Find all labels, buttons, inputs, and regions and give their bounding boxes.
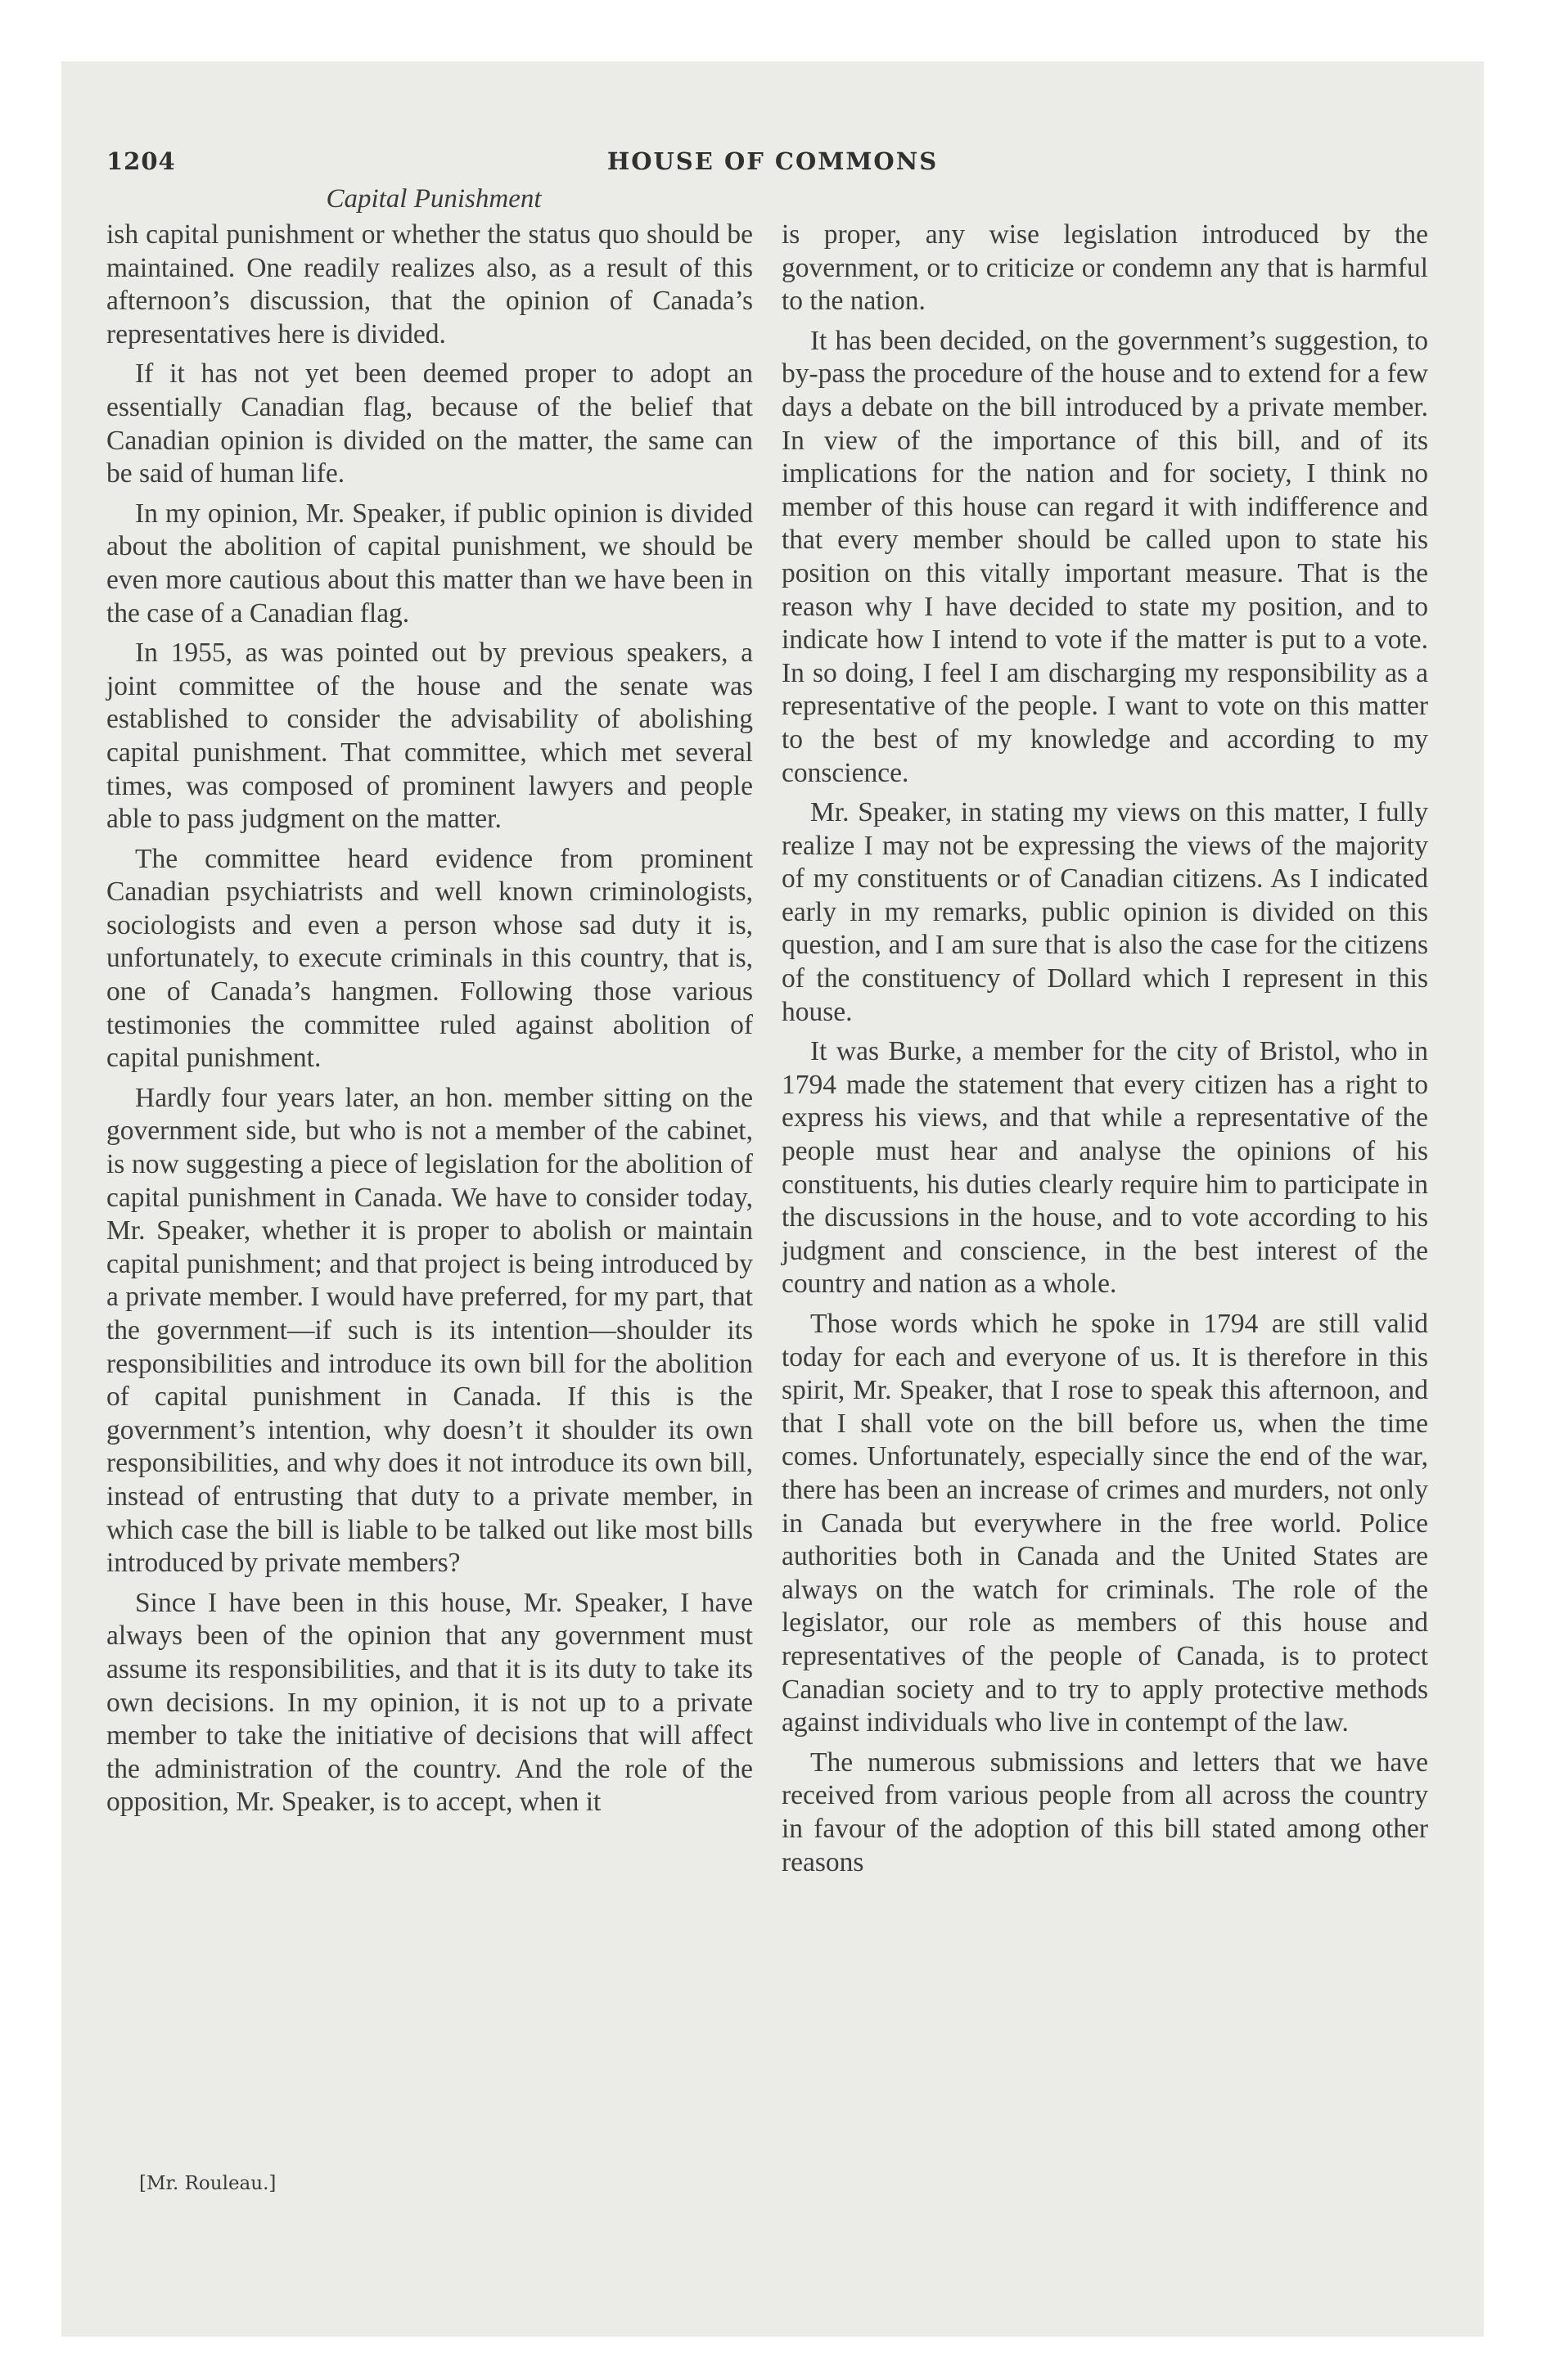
paragraph: ish capital punishment or whether the status quo should be maintained. One readily realizes also, as a result of this afternoon’s discussion, that the opinion of Canada’s representatives here is divided. bbox=[106, 219, 753, 349]
paragraph: The committee heard evidence from prominent Canadian psychiatrists and well known criminologists, sociologists and even a person whose sad duty it is, unfortunately, to execute criminals in this country, that is, one of Canada’s hangmen. Following those various testimonies the committee ruled against abolition of capital punishment. bbox=[106, 843, 753, 1074]
paragraph: Mr. Speaker, in stating my views on this matter, I fully realize I may not be expressing the views of the majority of my constituents or of Canadian citizens. As I indicated early in my remarks, public opinion is divided on this question, and I am sure that is also the case for the citizens of the constituency of Dollard which I represent in this house. bbox=[782, 797, 1428, 1027]
section-subhead: Capital Punishment bbox=[326, 184, 542, 214]
left-column bbox=[106, 219, 753, 1826]
running-head: HOUSE OF COMMONS bbox=[606, 147, 939, 175]
page-number: 1204 bbox=[106, 147, 176, 175]
paragraph: is proper, any wise legislation introduced by the government, or to criticize or condemn any that is harmful to the nation. bbox=[782, 219, 1428, 317]
paragraph: The numerous submissions and letters that we have received from various people from all across the country in favour of the adoption of this bill stated among other reasons bbox=[782, 1747, 1428, 1877]
speaker-footnote: [Mr. Rouleau.] bbox=[139, 2173, 277, 2194]
right-column bbox=[782, 219, 1428, 1886]
paragraph: If it has not yet been deemed proper to adopt an essentially Canadian flag, because of the belief that Canadian opinion is divided on the matter, the same can be said of human life. bbox=[106, 358, 753, 489]
paragraph: Since I have been in this house, Mr. Speaker, I have always been of the opinion that any government must assume its responsibilities, and that it is its duty to take its own decisions. In my opinion, it is not up to a private member to take the initiative of decisions that will affect the administration of the country. And the role of the opposition, Mr. Speaker, is to accept, when it bbox=[106, 1587, 753, 1818]
paragraph: In my opinion, Mr. Speaker, if public opinion is divided about the abolition of capital punishment, we should be even more cautious about this matter than we have been in the case of a Canadian flag. bbox=[106, 498, 753, 629]
paragraph: It has been decided, on the government’s suggestion, to by-pass the procedure of the house and to extend for a few days a debate on the bill introduced by a private member. In view of the importance of this bill, and of its implications for the nation and for society, I think no member of this house can regard it with indifference and that every member should be called upon to state his position on this vitally important measure. That is the reason why I have decided to state my position, and to indicate how I intend to vote if the matter is put to a vote. In so doing, I feel I am discharging my responsibility as a representative of the people. I want to vote on this matter to the best of my knowledge and according to my conscience. bbox=[782, 325, 1428, 788]
paragraph: Those words which he spoke in 1794 are still valid today for each and everyone of us. It is therefore in this spirit, Mr. Speaker, that I rose to speak this afternoon, and that I shall vote on the bill before us, when the time comes. Unfortunately, especially since the end of the war, there has been an increase of crimes and murders, not only in Canada but everywhere in the free world. Police authorities both in Canada and the United States are always on the watch for criminals. The role of the legislator, our role as members of this house and representatives of the people of Canada, is to protect Canadian society and to try to apply protective methods against individuals who live in contempt of the law. bbox=[782, 1309, 1428, 1738]
page-header bbox=[106, 147, 1439, 188]
page bbox=[61, 61, 1484, 2337]
paragraph: In 1955, as was pointed out by previous speakers, a joint committee of the house and the senate was established to consider the advisability of abolishing capital punishment. That committee, which met several times, was composed of prominent lawyers and people able to pass judgment on the matter. bbox=[106, 638, 753, 835]
paragraph: Hardly four years later, an hon. member sitting on the government side, but who is not a member of the cabinet, is now suggesting a piece of legislation for the abolition of capital punishment in Canada. We have to consider today, Mr. Speaker, whether it is proper to abolish or maintain capital punishment; and that project is being introduced by a private member. I would have preferred, for my part, that the government—if such is its intention—shoulder its responsibilities and introduce its own bill for the abolition of capital punishment in Canada. If this is the government’s intention, why doesn’t it shoulder its own responsibilities, and why does it not introduce its own bill, instead of entrusting that duty to a private member, in which case the bill is liable to be talked out like most bills introduced by private members? bbox=[106, 1082, 753, 1579]
paragraph: It was Burke, a member for the city of Bristol, who in 1794 made the statement that every citizen has a right to express his views, and that while a representative of the people must hear and analyse the opinions of his constituents, his duties clearly require him to participate in the discussions in the house, and to vote according to his judgment and conscience, in the best interest of the country and nation as a whole. bbox=[782, 1036, 1428, 1300]
